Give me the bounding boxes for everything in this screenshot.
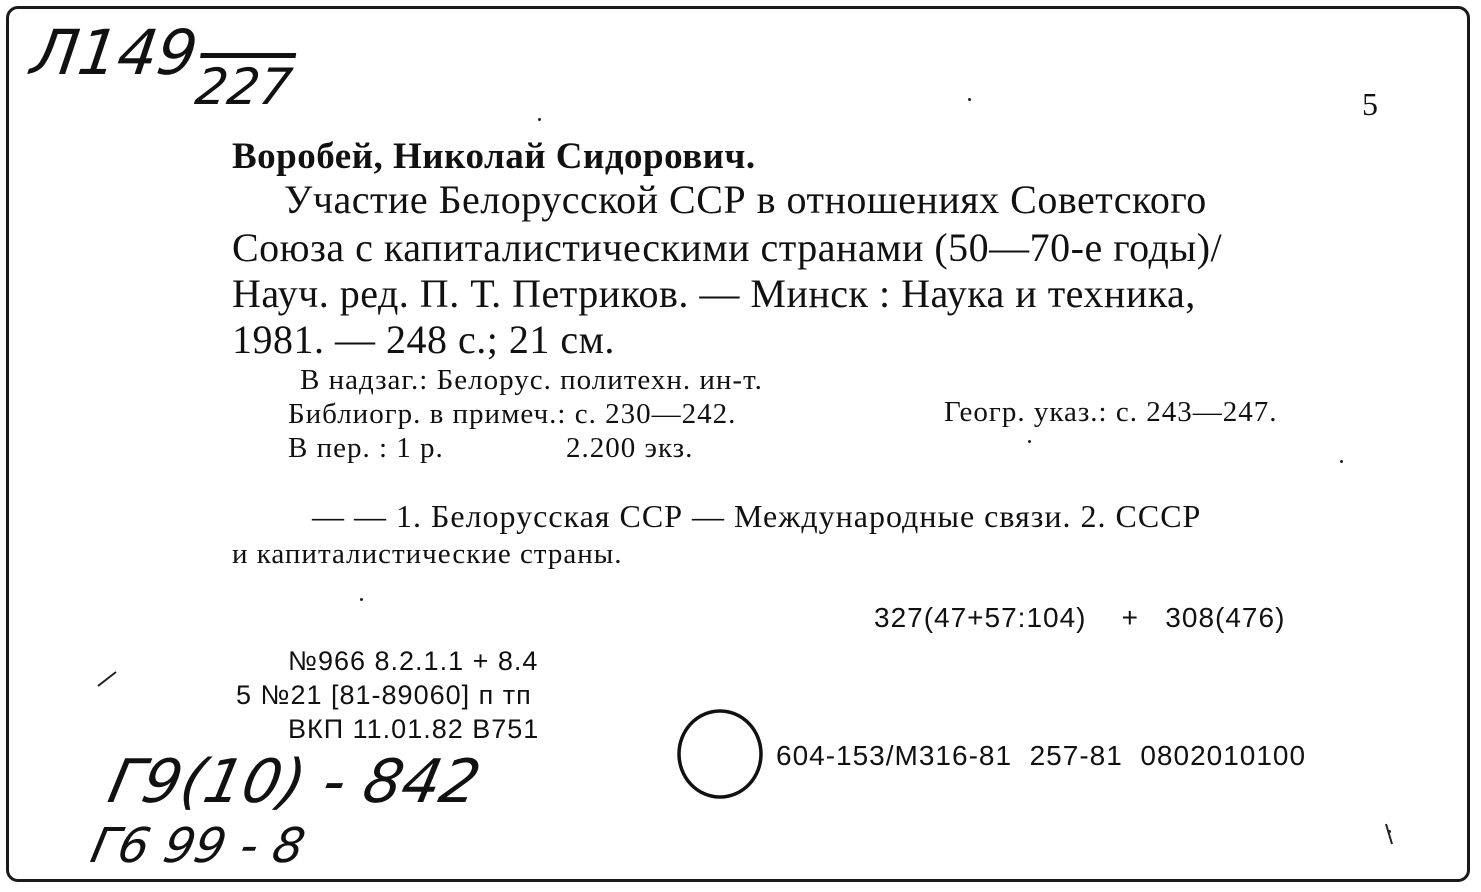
dust-speck bbox=[538, 118, 541, 121]
card-number: 5 bbox=[1362, 86, 1378, 122]
handwritten-index-line-1: Г9(10) - 842 bbox=[102, 747, 487, 817]
note-bibliography: Библиогр. в примеч.: с. 230—242. bbox=[288, 398, 737, 430]
title-line-1: Участие Белорусской ССР в отношениях Советского bbox=[284, 177, 1207, 222]
note-geo-index: Геогр. указ.: с. 243—247. bbox=[944, 396, 1278, 428]
stray-mark bbox=[96, 668, 120, 688]
note-binding-price: В пер. : 1 р. bbox=[288, 432, 444, 464]
catalog-line-1: №966 8.2.1.1 + 8.4 bbox=[288, 646, 539, 676]
catalog-line-2: 5 №21 [81-89060] п тп bbox=[236, 680, 532, 710]
dust-speck bbox=[360, 598, 363, 601]
dust-speck bbox=[1028, 440, 1031, 443]
stray-mark bbox=[1382, 820, 1402, 850]
subject-headings-line-2: и капиталистические страны. bbox=[232, 538, 623, 570]
handwritten-shelf-mark-sub: 227 bbox=[191, 58, 296, 116]
catalog-line-3: ВКП 11.01.82 В751 bbox=[288, 714, 540, 744]
note-header: В надзаг.: Белорус. политехн. ин-т. bbox=[300, 364, 763, 396]
printer-circle-mark bbox=[674, 706, 768, 802]
title-line-3: Науч. ред. П. Т. Петриков. — Минск : Наука и техника, bbox=[232, 271, 1196, 316]
dust-speck bbox=[1340, 460, 1343, 463]
dust-speck bbox=[968, 98, 971, 101]
publisher-code: 604-153/М316-81 257-81 0802010100 bbox=[776, 740, 1307, 771]
handwritten-shelf-mark: Л149 bbox=[26, 16, 203, 89]
subject-headings-line-1: — — 1. Белорусская ССР — Международные связи. 2. СССР bbox=[312, 498, 1202, 534]
author-heading: Воробей, Николай Сидорович. bbox=[232, 136, 756, 177]
handwritten-index-line-2: Г6 99 - 8 bbox=[86, 818, 310, 874]
classification-index: 327(47+57:104) + 308(476) bbox=[874, 602, 1286, 633]
note-print-run: 2.200 экз. bbox=[566, 432, 694, 464]
title-line-2: Союза с капиталистическими странами (50—70-е годы)/ bbox=[232, 225, 1223, 270]
title-line-4: 1981. — 248 с.; 21 см. bbox=[232, 317, 615, 362]
